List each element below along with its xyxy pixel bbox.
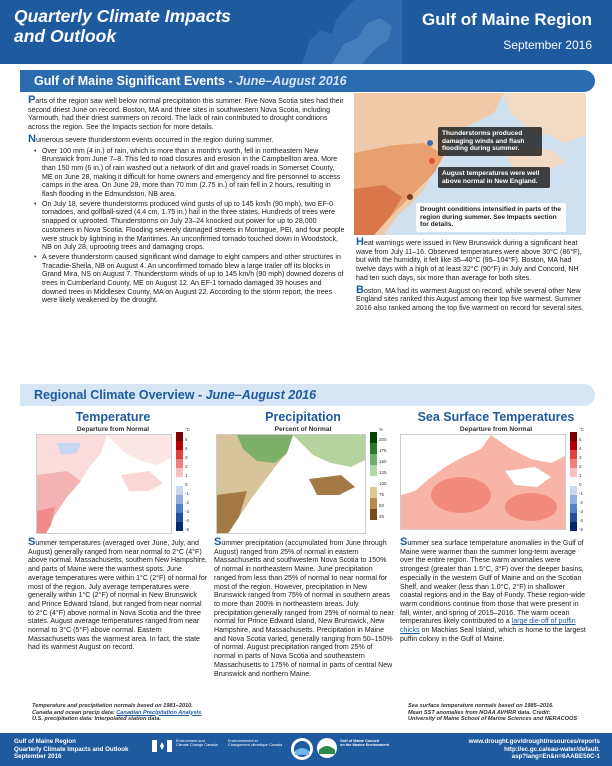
title-line-1: Quarterly Climate Impacts bbox=[14, 6, 231, 26]
legend-label: 100 bbox=[379, 481, 387, 486]
precipitation-map-graphic bbox=[217, 435, 366, 534]
temperature-legend bbox=[176, 427, 191, 532]
gulf-of-maine-council-logo-icon bbox=[316, 737, 338, 764]
noaa-logo-icon bbox=[290, 737, 314, 766]
sst-legend bbox=[570, 427, 585, 532]
legend-label: 175 bbox=[379, 448, 387, 453]
eccc-logo-text-fr bbox=[228, 739, 282, 748]
temperature-subtitle: Departure from Normal bbox=[76, 426, 150, 433]
legend-label: 2 bbox=[579, 464, 582, 469]
precipitation-title: Precipitation bbox=[265, 410, 341, 424]
events-intro: Parts of the region saw well below normal precipitation this summer. Five Nova Scotia sites had their second driest June on record. Boston, MA and three sites in southwestern Nova Scotia, including Yarmouth, had their driest summers on record. The lack of rain contributed to drought conditions across the region. See the Impacts section for more details. bbox=[28, 94, 344, 132]
events-map bbox=[354, 93, 586, 235]
legend-label: 50 bbox=[379, 503, 385, 508]
section-heading-text: Regional Climate Overview - bbox=[34, 388, 206, 402]
sst-map bbox=[400, 434, 566, 530]
significant-events-heading bbox=[20, 70, 595, 92]
temperature-map bbox=[36, 434, 172, 534]
ec-gc-link[interactable]: http://ec.gc.ca/eau-water/default. bbox=[504, 745, 600, 753]
puffin-die-off-link[interactable]: large die-off of puffin chicks bbox=[400, 618, 576, 635]
legend-label: 5 bbox=[579, 437, 582, 442]
precipitation-map bbox=[216, 434, 366, 534]
note-line: Mean SST anomalies from NOAA AVHRR data. Credit: bbox=[408, 709, 551, 716]
legend-label: -5 bbox=[579, 527, 584, 532]
legend-unit: % bbox=[379, 427, 384, 432]
canada-flag-icon bbox=[152, 739, 172, 757]
publication-title bbox=[14, 6, 254, 46]
legend-label: -1 bbox=[185, 491, 190, 496]
legend-label: -4 bbox=[185, 518, 190, 523]
list-item: • On July 18, severe thunderstorms produced wind gusts of up to 145 km/h (90 mph), two EF-0 tornadoes, and golfball-sized (4.4 cm, 1.75 in.) hail in the three states. Hundreds of trees were snapped or uprooted. Thunderstorms on July 23–24 knocked out power for up to 28,000 customers in Nova Scotia. Flooding severely damaged streets in Montague, PEI, and four people were struck by lightning in the Maritimes. An unconfirmed tornado touched down in Woodstock, NB on July 28, uprooting trees and damaging crops. bbox=[34, 201, 346, 253]
header-map-graphic bbox=[262, 0, 402, 64]
footer-links bbox=[430, 738, 600, 761]
heat-text bbox=[356, 238, 588, 316]
legend-label: -3 bbox=[185, 509, 190, 514]
section-heading-period: June–August 2016 bbox=[205, 388, 317, 402]
section-heading-period: June–August 2016 bbox=[236, 74, 347, 88]
legend-label: -4 bbox=[579, 518, 584, 523]
note-line bbox=[32, 710, 272, 717]
ec-gc-link-cont[interactable]: asp?lang=En&n=6AABE50C-1 bbox=[511, 753, 600, 761]
page-footer bbox=[0, 733, 612, 766]
normals-note bbox=[32, 703, 272, 723]
legend-label: 1 bbox=[185, 473, 188, 478]
legend-label: 200 bbox=[379, 437, 387, 442]
note-text: Canada and ocean precip data: bbox=[32, 709, 117, 716]
legend-label: 4 bbox=[579, 446, 582, 451]
footer-line: September 2016 bbox=[14, 753, 62, 761]
logo-line: Gulf of Maine Council bbox=[340, 739, 380, 743]
footer-line: Quarterly Climate Impacts and Outlook bbox=[14, 745, 129, 753]
boston-paragraph: Boston, MA had its warmest August on record, while several other New England sites ranked this August among their top five warmest. Summer 2016 also ranked among the top five warmest on record for several sites. bbox=[356, 283, 584, 312]
legend-label: 150 bbox=[379, 459, 387, 464]
precipitation-subtitle: Percent of Normal bbox=[274, 426, 332, 433]
significant-events-text bbox=[28, 96, 346, 307]
legend-label: 4 bbox=[185, 446, 188, 451]
legend-label: 25 bbox=[379, 514, 385, 519]
climate-overview-heading bbox=[20, 384, 595, 406]
legend-label: 3 bbox=[579, 455, 582, 460]
sst-paragraph bbox=[400, 538, 586, 644]
temperature-text bbox=[28, 538, 208, 653]
legend-unit: °C bbox=[185, 427, 191, 432]
heat-paragraph: Heat warnings were issued in New Brunswick during a significant heat wave from July 11–16. Observed temperatures were above 30°C (86°F), but with the humidity, it felt like 35–40°C (95–104°F). Boston, MA had twelve days with a high of at least 32°C (90°F) in July and Concord, NH had ten such days, six more than average for both sites. bbox=[356, 236, 582, 282]
temperature-map-graphic bbox=[37, 435, 172, 534]
legend-label: -1 bbox=[579, 491, 584, 496]
note-line: University of Maine School of Marine Sciences and NERACOOS bbox=[408, 716, 578, 723]
page-header bbox=[0, 0, 612, 64]
region-title: Gulf of Maine Region bbox=[422, 10, 592, 29]
issue-date: September 2016 bbox=[503, 38, 592, 52]
list-item: • A severe thunderstorm caused significant wind damage to eight campers and other structures in Tracadie-Sheila, NB on August 4. An unconfirmed tornado blew a large trailer off its blocks in Grand Mira, NS on August 7. Thunderstorm winds of up to 145 km/h (90 mph) downed dozens of trees in Cumberland County, ME on August 12. An EF-1 tornado damaged 39 houses and downed trees in Middlesex County, MA on August 22. According to the storm report, the trees were likely weakened by the drought. bbox=[34, 254, 346, 306]
sst-map-graphic bbox=[401, 435, 566, 530]
sst-note bbox=[408, 703, 598, 723]
temps-callout: August temperatures were well above normal in New England. bbox=[438, 167, 550, 188]
temperature-paragraph: Summer temperatures (averaged over June, July, and August) generally ranged from near normal to 2°C (4°F) above normal. Massachusetts, southern New Hampshire, and parts of Maine were the warmest spots. June average temperatures were within 1°C (2°F) of normal for most of the region. July average temperatures were generally within 1°C (2°F) of normal in New Brunswick and Prince Edward Island, but ranged from near normal to 2°C (4°F) above normal in Nova Scotia and the three states. August average temperatures ranged from near normal to 3°C (5°F) above normal. Eastern Massachusetts was the warmest area. In fact, the state had its warmest August on record. bbox=[28, 536, 208, 652]
legend-unit: °C bbox=[579, 427, 585, 432]
title-line-2: and Outlook bbox=[14, 26, 117, 46]
legend-label: 1 bbox=[579, 473, 582, 478]
logo-line: Changement climatique Canada bbox=[228, 743, 283, 748]
eccc-logo-text-en bbox=[176, 739, 218, 748]
footer-line: Gulf of Maine Region bbox=[14, 738, 76, 745]
logo-line: Environment and bbox=[176, 739, 205, 743]
legend-label: -3 bbox=[579, 509, 584, 514]
footer-publication bbox=[14, 738, 144, 761]
legend-label: 5 bbox=[185, 437, 188, 442]
drought-gov-link[interactable]: www.drought.gov/drought/resources/reports bbox=[468, 738, 600, 745]
legend-label: 0 bbox=[579, 482, 582, 487]
legend-label: -2 bbox=[579, 500, 584, 505]
precip-analysis-link[interactable]: Canadian Precipitation Analysis bbox=[116, 709, 202, 716]
gulf-of-maine-council-text bbox=[340, 739, 389, 748]
sst-subtitle: Departure from Normal bbox=[459, 426, 533, 433]
precipitation-paragraph: Summer precipitation (accumulated from June through August) ranged from 25% of normal in eastern Massachusetts and southwestern Nova Scotia to 150% of normal in northeastern Maine. June precipitation ranged from less than 25% of normal to near normal for most of the region. However, precipitation in New Brunswick ranged from 75% of normal in southern areas to more than 200% in northeastern areas. July precipitation generally ranged from 25% of normal to near normal for Prince Edward Island, New Brunswick, New Hampshire, and Massachusetts. Precipitation in Maine and Nova Scotia varied, generally ranging from 50–150% of normal. August precipitation ranged from 25% of normal in parts of Nova Scotia and southeastern Massachusetts to 175% of normal in parts of central New Brunswick and northern Maine. bbox=[214, 536, 394, 678]
logo-line: on the Marine Environment bbox=[340, 743, 389, 748]
note-line: Sea surface temperature normals based on 1985–2016. bbox=[408, 703, 554, 709]
precipitation-text bbox=[214, 538, 394, 679]
legend-label: 0 bbox=[185, 482, 188, 487]
storms-intro: Numerous severe thunderstorm events occurred in the region during summer. bbox=[28, 132, 274, 145]
legend-label: -2 bbox=[185, 500, 190, 505]
drought-callout: Drought conditions intensified in parts of the region during summer. See Impacts section for details. bbox=[416, 203, 566, 232]
legend-label: 75 bbox=[379, 492, 385, 497]
storms-callout: Thunderstorms produced damaging winds and flash flooding during summer. bbox=[438, 127, 542, 156]
legend-label: -5 bbox=[185, 527, 190, 532]
legend-label: 2 bbox=[185, 464, 188, 469]
logo-line: Climate Change Canada bbox=[176, 743, 218, 748]
legend-label: 3 bbox=[185, 455, 188, 460]
note-line: U.S. precipitation data: Interpolated station data. bbox=[32, 716, 161, 723]
sst-text-before: Summer sea surface temperature anomalies in the Gulf of Maine were warmer than the summer long-term average over the entire region. These warm anomalies were strongest (greater than 1.5°C, 3°F) over the deeper basins, especially in the western Gulf of Maine and on the Scotian Shelf, and weaker (less than 1.0°C, 2°F) in shallower coastal regions and in the Bay of Fundy. These region-wide warm conditions continue from those that were present in fall, winter, and spring of 2015–2016. The warm ocean temperatures likely contributed to a bbox=[400, 536, 586, 626]
logo-line: Environnement et bbox=[228, 739, 258, 743]
sst-title: Sea Surface Temperatures bbox=[417, 410, 575, 424]
storm-events-list bbox=[34, 148, 346, 307]
list-item: • Over 100 mm (4 in.) of rain, which is more than a month's worth, fell in northeastern New Brunswick from June 7–8. This led to road closures and erosion in the Campbellton area. More than 150 mm (6 in.) of rain washed out a network of dirt and gravel roads in Somerset County, ME on June 28, making it difficult for home owners and emergency and fire personnel to access camps in the area. On June 29, more than 70 mm (2.75 in.) of rain fell in 2 hours, resulting in flash flooding in the Edmundston, NB area. bbox=[34, 148, 346, 200]
note-line: Temperature and precipitation normals based on 1981–2010. bbox=[32, 703, 193, 709]
sst-text bbox=[400, 538, 586, 644]
precipitation-legend bbox=[370, 427, 387, 520]
legend-label: 125 bbox=[379, 470, 387, 475]
section-heading-text: Gulf of Maine Significant Events - bbox=[34, 74, 237, 88]
temperature-title: Temperature bbox=[75, 410, 151, 424]
sst-text-after: on Machias Seal Island, which is home to the largest puffin colony in the Gulf of Maine. bbox=[400, 627, 586, 643]
